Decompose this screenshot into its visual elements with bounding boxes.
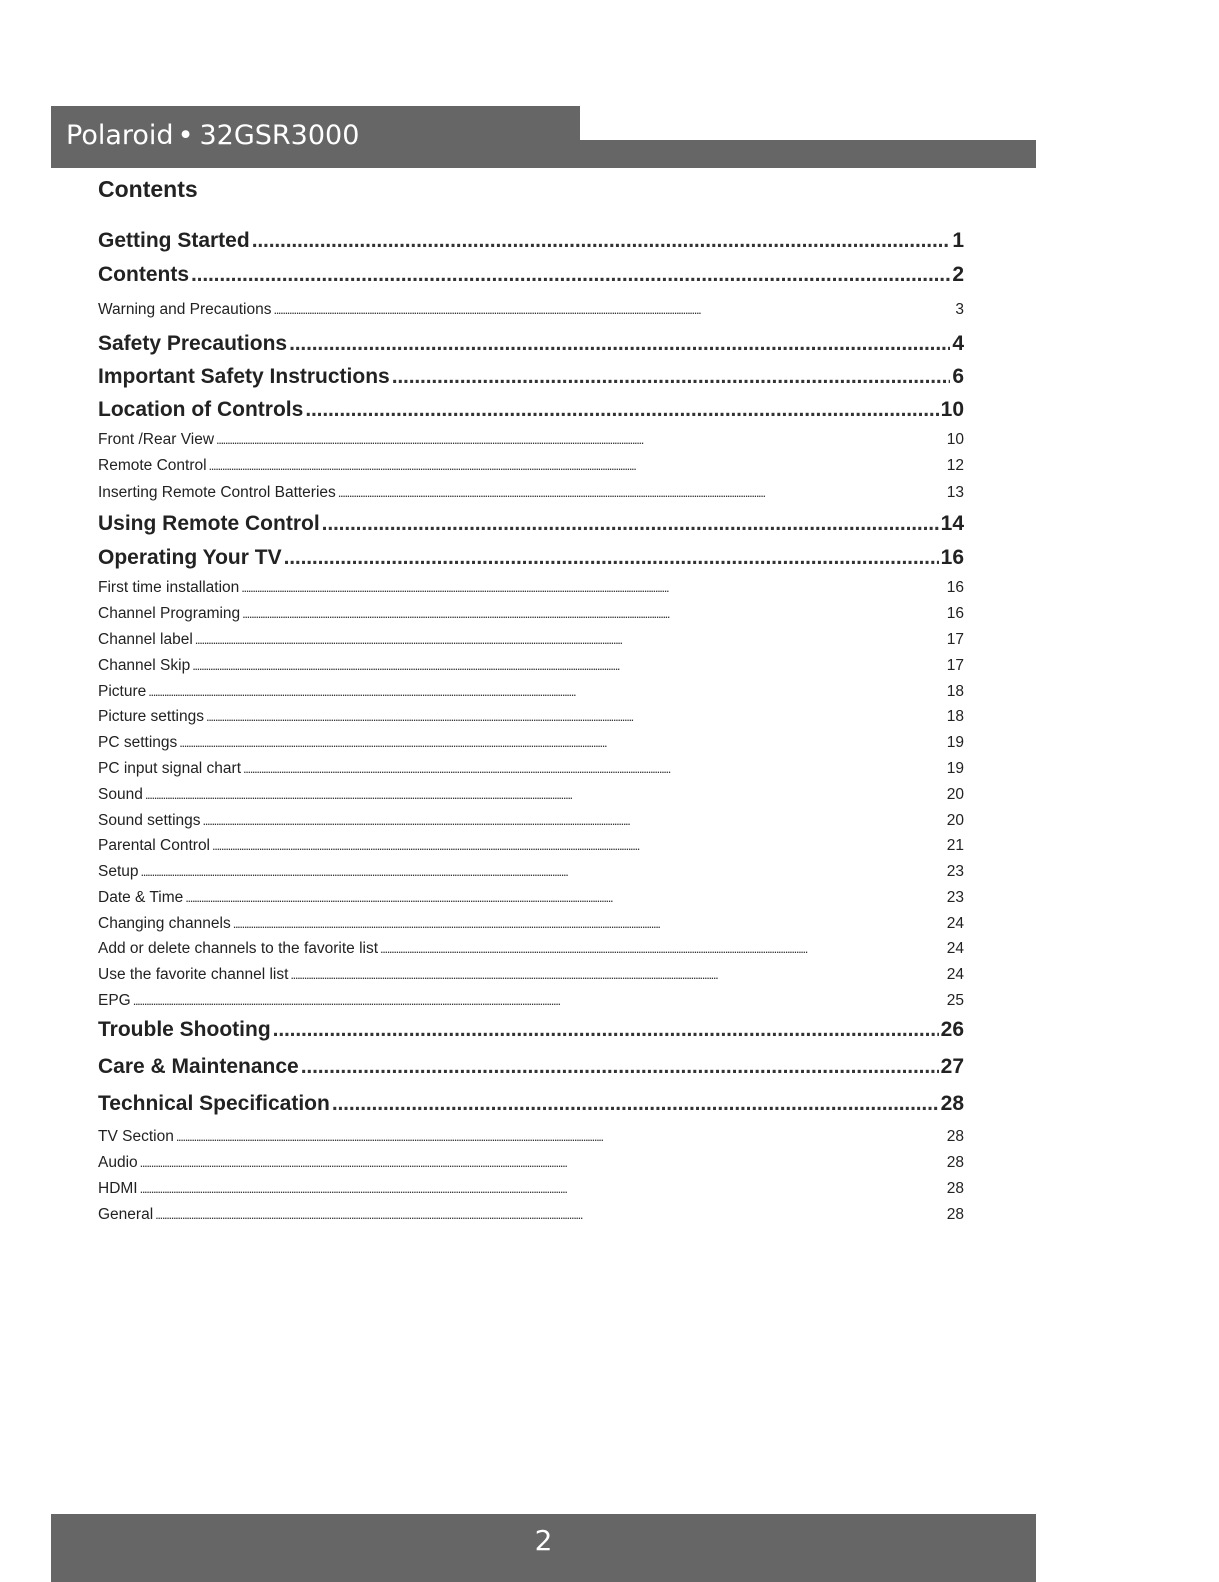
toc-leader-dots [243, 761, 945, 776]
toc-page-number: 28 [946, 1154, 964, 1171]
toc-entry [98, 760, 964, 778]
toc-entry [98, 657, 964, 675]
toc-leader-dots [322, 512, 939, 536]
toc-label: HDMI [98, 1180, 138, 1197]
toc-leader-dots [206, 709, 945, 724]
toc-label: Inserting Remote Control Batteries [98, 484, 336, 501]
toc-label: Care & Maintenance [98, 1055, 299, 1078]
toc-label: PC settings [98, 734, 178, 751]
toc-leader-dots [209, 458, 945, 473]
toc-page-number: 28 [940, 1092, 964, 1115]
toc-entry [98, 915, 964, 933]
toc-leader-dots [191, 263, 950, 287]
toc-entry [98, 812, 964, 830]
toc-leader-dots [241, 580, 944, 595]
toc-entry [98, 940, 964, 958]
toc-label: Channel Skip [98, 657, 191, 674]
toc-entry [98, 837, 964, 855]
toc-label: Changing channels [98, 915, 231, 932]
toc-page-number: 19 [946, 734, 964, 751]
toc-page-number: 13 [946, 484, 964, 501]
toc-page-number: 10 [940, 398, 964, 421]
toc-section [98, 365, 964, 389]
toc-leader-dots [273, 1018, 939, 1042]
toc-page-number: 2 [952, 263, 964, 286]
page-number: 2 [534, 1524, 553, 1557]
toc-leader-dots [195, 632, 945, 647]
toc-section [98, 546, 964, 570]
toc-label: First time installation [98, 579, 240, 596]
toc-page-number: 28 [946, 1180, 964, 1197]
toc-entry [98, 431, 964, 449]
toc-entry [98, 1154, 964, 1172]
toc-leader-dots [289, 332, 950, 356]
toc-label: Trouble Shooting [98, 1018, 271, 1041]
toc-section [98, 229, 964, 253]
toc-entry [98, 863, 964, 881]
toc-section [98, 332, 964, 356]
toc-label: Setup [98, 863, 139, 880]
toc-leader-dots [305, 398, 938, 422]
toc-leader-dots [133, 993, 945, 1008]
toc-leader-dots [216, 432, 945, 447]
toc-leader-dots [252, 229, 951, 253]
toc-section [98, 1018, 964, 1042]
toc-leader-dots [179, 735, 944, 750]
toc-leader-dots [141, 864, 945, 879]
toc-label: Sound [98, 786, 143, 803]
toc-label: Parental Control [98, 837, 211, 854]
brand-title [66, 116, 359, 156]
brand-name: Polaroid [66, 120, 174, 151]
toc-leader-dots [145, 787, 945, 802]
toc-entry [98, 708, 964, 726]
toc-entry [98, 484, 964, 502]
toc-label: Using Remote Control [98, 512, 320, 535]
toc-entry [98, 631, 964, 649]
toc-page-number: 16 [940, 546, 964, 569]
toc-page-number: 20 [946, 786, 964, 803]
toc-leader-dots [273, 302, 953, 317]
toc-leader-dots [155, 1207, 945, 1222]
toc-label: Use the favorite channel list [98, 966, 289, 983]
toc-page-number: 17 [946, 631, 964, 648]
toc-label: Front /Rear View [98, 431, 215, 448]
toc-page-number: 23 [946, 889, 964, 906]
toc-page-number: 25 [946, 992, 964, 1009]
toc-leader-dots [233, 916, 945, 931]
toc-page-number: 18 [946, 683, 964, 700]
toc-label: Picture [98, 683, 147, 700]
toc-label: PC input signal chart [98, 760, 242, 777]
toc-leader-dots [148, 684, 945, 699]
toc-label: Technical Specification [98, 1092, 330, 1115]
toc-page-number: 28 [946, 1206, 964, 1223]
toc-entry [98, 605, 964, 623]
footer-bar [51, 1514, 1036, 1582]
toc-entry [98, 457, 964, 475]
toc-page-number: 17 [946, 657, 964, 674]
toc-label: Sound settings [98, 812, 201, 829]
toc-label: Channel label [98, 631, 193, 648]
toc-label: General [98, 1206, 154, 1223]
toc-page-number: 21 [946, 837, 964, 854]
toc-leader-dots [338, 485, 945, 500]
toc-page-number: 23 [946, 863, 964, 880]
toc-label: TV Section [98, 1128, 174, 1145]
toc-section [98, 1092, 964, 1116]
toc-entry [98, 889, 964, 907]
toc-label: Audio [98, 1154, 138, 1171]
toc-leader-dots [284, 546, 939, 570]
toc-leader-dots [203, 813, 945, 828]
toc-leader-dots [140, 1181, 945, 1196]
page-title: Contents [98, 176, 198, 202]
toc-page-number: 26 [940, 1018, 964, 1041]
toc-leader-dots [332, 1092, 939, 1116]
toc-label: Operating Your TV [98, 546, 282, 569]
toc-page-number: 12 [946, 457, 964, 474]
toc-page-number: 27 [940, 1055, 964, 1078]
toc-page-number: 19 [946, 760, 964, 777]
toc-leader-dots [185, 890, 944, 905]
toc-page-number: 14 [940, 512, 964, 535]
toc-leader-dots [290, 967, 944, 982]
toc-entry [98, 579, 964, 597]
toc-label: Getting Started [98, 229, 250, 252]
toc-label: Important Safety Instructions [98, 365, 390, 388]
toc-section [98, 263, 964, 287]
toc-page-number: 20 [946, 812, 964, 829]
toc-entry [98, 1206, 964, 1224]
toc-leader-dots [212, 838, 945, 853]
toc-label: Date & Time [98, 889, 184, 906]
toc-page-number: 24 [946, 940, 964, 957]
toc-page-number: 18 [946, 708, 964, 725]
toc-section [98, 512, 964, 536]
toc-label: Location of Controls [98, 398, 304, 421]
toc-entry [98, 734, 964, 752]
toc-page-number: 16 [946, 605, 964, 622]
model-number: 32GSR3000 [199, 120, 360, 151]
toc-label: Remote Control [98, 457, 207, 474]
toc-leader-dots [242, 606, 945, 621]
toc-leader-dots [380, 941, 945, 956]
toc-label: Safety Precautions [98, 332, 288, 355]
toc-entry [98, 1128, 964, 1146]
toc-label: Warning and Precautions [98, 301, 272, 318]
toc-page-number: 3 [955, 301, 964, 318]
toc-entry [98, 301, 964, 319]
toc-entry [98, 1180, 964, 1198]
toc-section [98, 1055, 964, 1079]
toc-page-number: 6 [952, 365, 964, 388]
header-notch [580, 106, 596, 140]
toc-entry [98, 683, 964, 701]
toc-leader-dots [192, 658, 945, 673]
toc-page-number: 24 [946, 966, 964, 983]
toc-leader-dots [301, 1055, 939, 1079]
toc-page-number: 28 [946, 1128, 964, 1145]
toc-label: Picture settings [98, 708, 204, 725]
toc-label: Channel Programing [98, 605, 241, 622]
toc-entry [98, 966, 964, 984]
toc-page-number: 4 [952, 332, 964, 355]
toc-section [98, 398, 964, 422]
toc-page-number: 24 [946, 915, 964, 932]
toc-label: Add or delete channels to the favorite list [98, 940, 379, 957]
toc-leader-dots [392, 365, 951, 389]
toc-page-number: 1 [952, 229, 964, 252]
toc-label: Contents [98, 263, 189, 286]
toc-entry [98, 786, 964, 804]
toc-leader-dots [140, 1155, 945, 1170]
toc-entry [98, 992, 964, 1010]
toc-label: EPG [98, 992, 131, 1009]
toc-leader-dots [176, 1129, 945, 1144]
toc-page-number: 10 [946, 431, 964, 448]
brand-separator: • [177, 120, 194, 151]
toc-page-number: 16 [946, 579, 964, 596]
